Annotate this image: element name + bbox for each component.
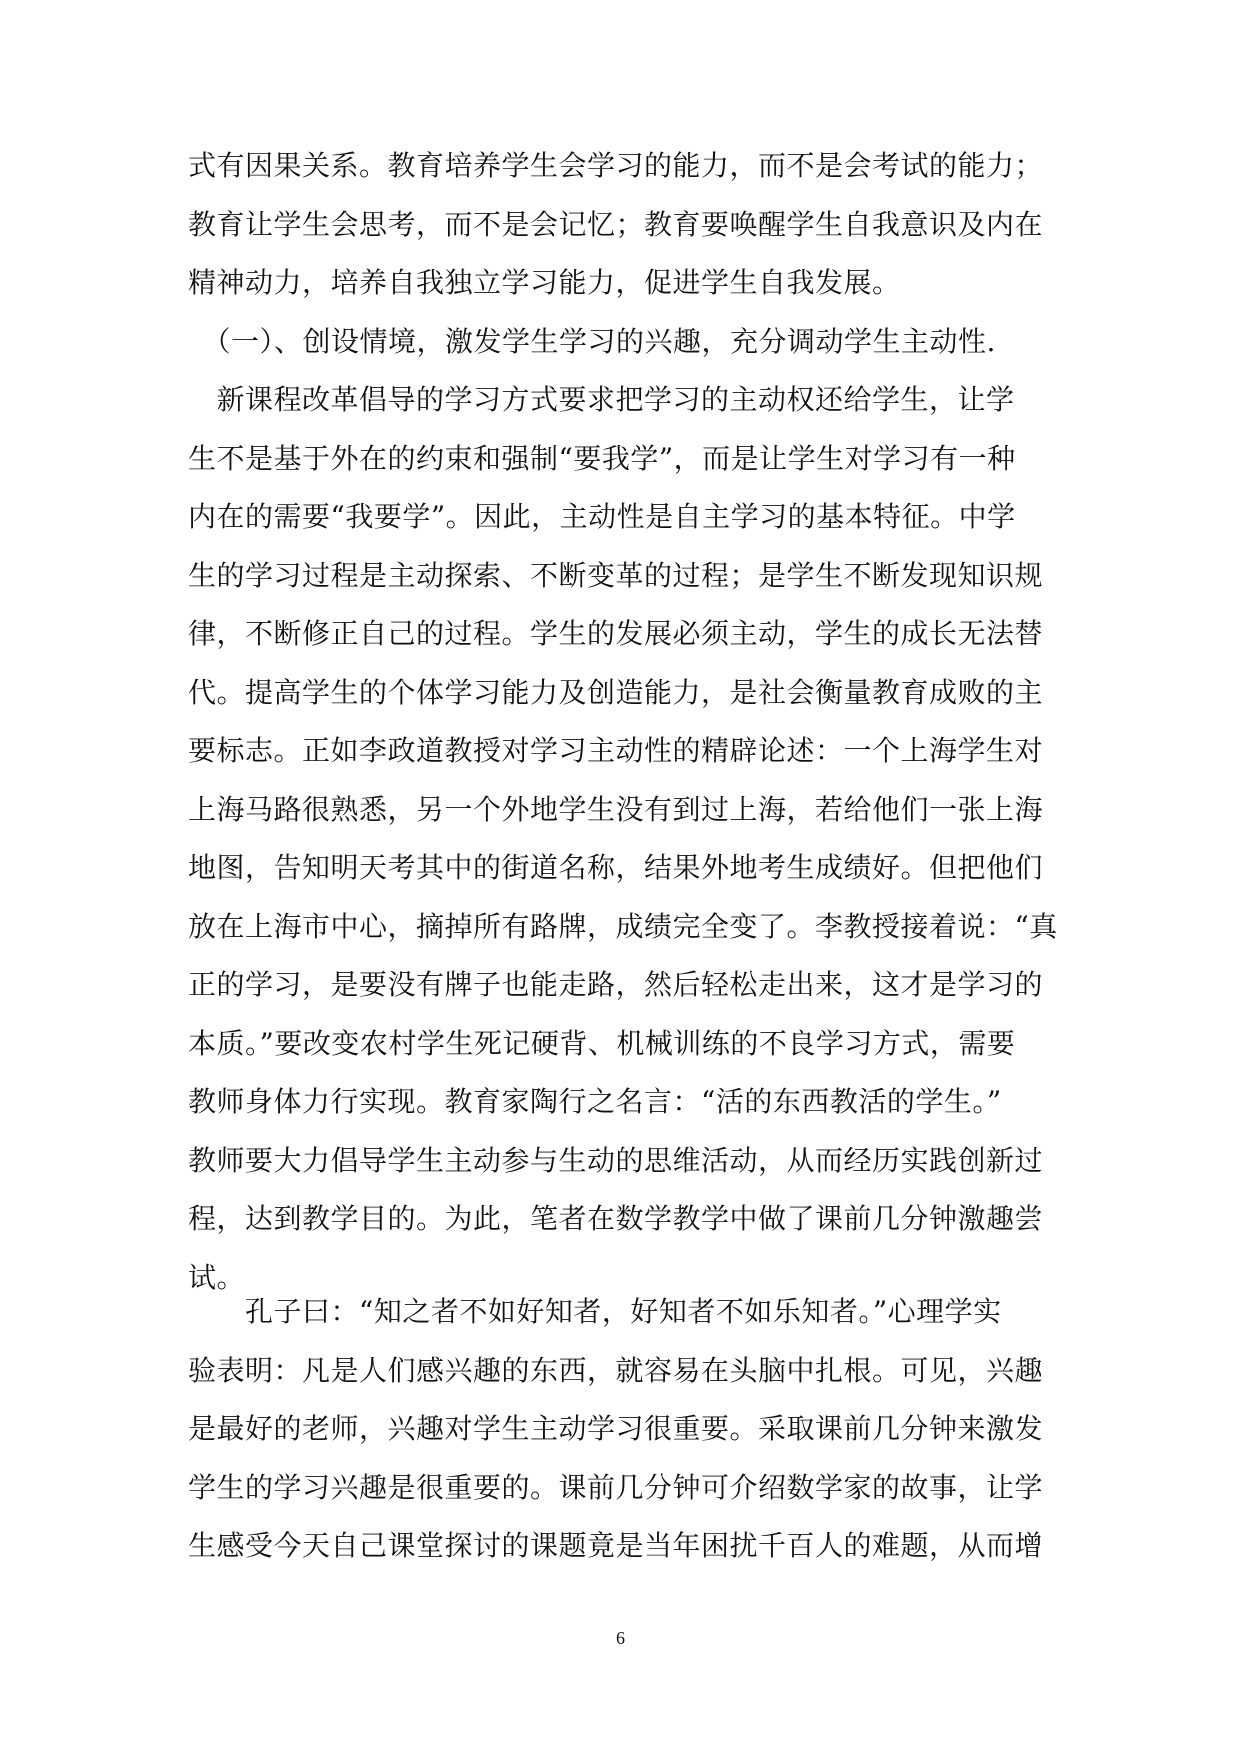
- text-line: 正的学习，是要没有牌子也能走路，然后轻松走出来，这才是学习的: [188, 968, 1044, 1001]
- text-line: 上海马路很熟悉，另一个外地学生没有到过上海，若给他们一张上海: [188, 792, 1044, 826]
- text-line: 律，不断修正自己的过程。学生的发展必须主动，学生的成长无法替: [188, 617, 1044, 650]
- text-line: 教师要大力倡导学生主动参与生动的思维活动，从而经历实践创新过: [188, 1143, 1044, 1177]
- text-line: 地图，告知明天考其中的街道名称，结果外地考生成绩好。但把他们: [188, 851, 1044, 884]
- text-line: 生不是基于外在的约束和强制“要我学”，而是让学生对学习有一种: [188, 441, 1016, 475]
- text-line: 精神动力，培养自我独立学习能力，促进学生自我发展。: [188, 266, 901, 299]
- text-line: 新课程改革倡导的学习方式要求把学习的主动权还给学生，让学: [188, 383, 1015, 416]
- text-line: 是最好的老师，兴趣对学生主动学习很重要。采取课前几分钟来激发: [188, 1412, 1044, 1445]
- text-line: 程，达到教学目的。为此，笔者在数学教学中做了课前几分钟激趣尝: [188, 1202, 1044, 1235]
- text-line: 验表明：凡是人们感兴趣的东西，就容易在头脑中扎根。可见，兴趣: [188, 1353, 1044, 1387]
- text-line: 内在的需要“我要学”。因此，主动性是自主学习的基本特征。中学: [188, 500, 1016, 533]
- text-line: 教育让学生会思考，而不是会记忆；教育要唤醒学生自我意识及内在: [188, 207, 1044, 241]
- paragraph-continuation: [188, 137, 1060, 313]
- page-number: 6: [616, 1628, 625, 1648]
- text-line: 放在上海市中心，摘掉所有路牌，成绩完全变了。李教授接着说：“真: [188, 909, 1058, 943]
- text-line: 学生的学习兴趣是很重要的。课前几分钟可介绍数学家的故事，让学: [188, 1470, 1044, 1504]
- text-line: 要标志。正如李政道教授对学习主动性的精辟论述：一个上海学生对: [188, 734, 1044, 767]
- section-heading-block: [188, 313, 1060, 372]
- section-heading: （一）、创设情境，激发学生学习的兴趣，充分调动学生主动性.: [188, 325, 996, 358]
- paragraph-main: [188, 371, 1060, 1307]
- text-line: 本质。”要改变农村学生死记硬背、机械训练的不良学习方式，需要: [188, 1026, 1016, 1060]
- text-line: 式有因果关系。教育培养学生会学习的能力，而不是会考试的能力；: [188, 149, 1044, 182]
- text-line: 试。: [188, 1260, 246, 1294]
- text-line: 代。提高学生的个体学习能力及创造能力，是社会衡量教育成败的主: [188, 675, 1044, 709]
- text-line: 生感受今天自己课堂探讨的课题竟是当年困扰千百人的难题，从而增: [188, 1529, 1044, 1562]
- paragraph-confucius: [188, 1283, 1060, 1576]
- text-line: 孔子曰：“知之者不如好知者，好知者不如乐知者。”心理学实: [188, 1295, 1002, 1328]
- text-line: 教师身体力行实现。教育家陶行之名言：“活的东西教活的学生。”: [188, 1085, 1002, 1118]
- text-line: 生的学习过程是主动探索、不断变革的过程；是学生不断发现知识规: [188, 558, 1044, 592]
